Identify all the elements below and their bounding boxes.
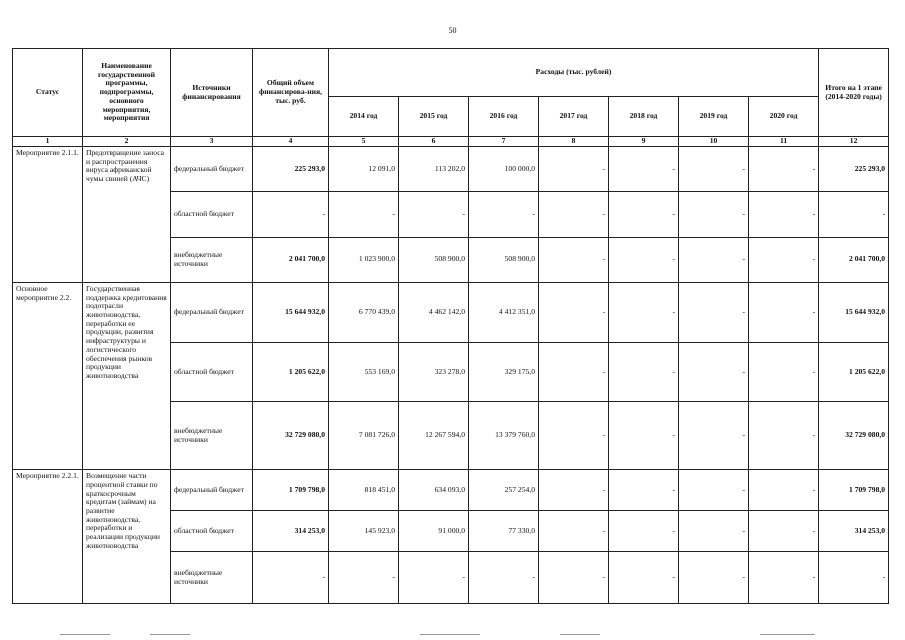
year-value-cell: - [539, 147, 609, 192]
year-value-cell: 13 379 760,0 [469, 402, 539, 470]
year-value-cell: - [749, 552, 819, 604]
row-status: Мероприятие 2.1.1. [13, 147, 83, 283]
funding-source: областной бюджет [171, 511, 253, 552]
table-row [13, 282, 889, 342]
stage-total-cell: - [819, 552, 889, 604]
funding-source: областной бюджет [171, 342, 253, 402]
page-bottom-marks [0, 632, 905, 638]
year-value-cell: - [469, 552, 539, 604]
year-value-cell: 1 023 900,0 [329, 237, 399, 282]
year-value-cell: 508 900,0 [469, 237, 539, 282]
year-value-cell: - [609, 342, 679, 402]
year-value-cell: - [679, 282, 749, 342]
year-value-cell: - [329, 192, 399, 237]
total-volume-cell: 314 253,0 [253, 511, 329, 552]
funding-source: федеральный бюджет [171, 147, 253, 192]
column-number: 6 [399, 137, 469, 147]
column-number: 10 [679, 137, 749, 147]
total-volume-cell: - [253, 192, 329, 237]
year-value-cell: - [749, 470, 819, 511]
year-value-cell: - [539, 192, 609, 237]
year-value-cell: 12 267 594,0 [399, 402, 469, 470]
header-total-stage: Итого на 1 этапе (2014-2020 годы) [819, 49, 889, 137]
column-number: 12 [819, 137, 889, 147]
stage-total-cell: 225 293,0 [819, 147, 889, 192]
row-status: Основное мероприятие 2.2. [13, 282, 83, 469]
funding-source: внебюджетные источники [171, 237, 253, 282]
year-value-cell: - [679, 237, 749, 282]
header-year: 2020 год [749, 97, 819, 137]
year-value-cell: 100 000,0 [469, 147, 539, 192]
row-status: Мероприятие 2.2.1. [13, 470, 83, 604]
year-value-cell: - [679, 147, 749, 192]
budget-table [12, 48, 889, 604]
year-value-cell: 4 412 351,0 [469, 282, 539, 342]
column-number: 3 [171, 137, 253, 147]
header-year: 2016 год [469, 97, 539, 137]
year-value-cell: - [539, 282, 609, 342]
year-value-cell: - [749, 511, 819, 552]
total-volume-cell: - [253, 552, 329, 604]
year-value-cell: 257 254,0 [469, 470, 539, 511]
year-value-cell: - [749, 192, 819, 237]
stage-total-cell: 32 729 080,0 [819, 402, 889, 470]
column-number: 4 [253, 137, 329, 147]
year-value-cell: - [399, 192, 469, 237]
year-value-cell: 113 202,0 [399, 147, 469, 192]
column-number: 7 [469, 137, 539, 147]
year-value-cell: - [609, 511, 679, 552]
column-number: 2 [83, 137, 171, 147]
year-value-cell: - [679, 552, 749, 604]
total-volume-cell: 15 644 932,0 [253, 282, 329, 342]
year-value-cell: - [679, 192, 749, 237]
table-row [13, 147, 889, 192]
year-value-cell: - [749, 237, 819, 282]
year-value-cell: 634 093,0 [399, 470, 469, 511]
stage-total-cell: 1 205 622,0 [819, 342, 889, 402]
year-value-cell: 329 175,0 [469, 342, 539, 402]
total-volume-cell: 1 205 622,0 [253, 342, 329, 402]
year-value-cell: - [679, 402, 749, 470]
year-value-cell: - [539, 342, 609, 402]
stage-total-cell: 2 041 700,0 [819, 237, 889, 282]
column-number: 1 [13, 137, 83, 147]
year-value-cell: - [469, 192, 539, 237]
year-value-cell: 323 278,0 [399, 342, 469, 402]
year-value-cell: - [679, 342, 749, 402]
header-year: 2014 год [329, 97, 399, 137]
row-title: Предотвращение заноса и распространения вируса африканской чумы свиней (АЧС) [83, 147, 171, 283]
year-value-cell: - [749, 147, 819, 192]
year-value-cell: - [539, 237, 609, 282]
funding-source: областной бюджет [171, 192, 253, 237]
year-value-cell: 12 091,0 [329, 147, 399, 192]
header-year: 2019 год [679, 97, 749, 137]
row-title: Возмещение части процентной ставки по краткосрочным кредитам (займам) на развитие животноводства, переработки и реализации продукции животноводства [83, 470, 171, 604]
year-value-cell: - [609, 552, 679, 604]
year-value-cell: - [679, 511, 749, 552]
year-value-cell: - [609, 470, 679, 511]
stage-total-cell: 1 709 798,0 [819, 470, 889, 511]
year-value-cell: - [749, 282, 819, 342]
page-number: 50 [448, 26, 457, 35]
header-year: 2018 год [609, 97, 679, 137]
year-value-cell: 508 900,0 [399, 237, 469, 282]
total-volume-cell: 2 041 700,0 [253, 237, 329, 282]
year-value-cell: - [329, 552, 399, 604]
column-number: 5 [329, 137, 399, 147]
year-value-cell: 77 330,0 [469, 511, 539, 552]
row-title: Государственная поддержка кредитования подотрасли животноводства, переработки ее продукции, развития инфраструктуры и логистического обеспечения рынков продукции животноводства [83, 282, 171, 469]
column-number: 11 [749, 137, 819, 147]
year-value-cell: - [539, 470, 609, 511]
year-value-cell: - [399, 552, 469, 604]
table-row [13, 470, 889, 511]
year-value-cell: 553 169,0 [329, 342, 399, 402]
funding-source: внебюджетные источники [171, 552, 253, 604]
total-volume-cell: 32 729 080,0 [253, 402, 329, 470]
header-total-volume: Общий объем финансирова-ния, тыс. руб. [253, 49, 329, 137]
funding-source: федеральный бюджет [171, 282, 253, 342]
year-value-cell: - [749, 342, 819, 402]
year-value-cell: - [539, 511, 609, 552]
funding-source: внебюджетные источники [171, 402, 253, 470]
column-number: 9 [609, 137, 679, 147]
stage-total-cell: 15 644 932,0 [819, 282, 889, 342]
header-status: Статус [13, 49, 83, 137]
funding-source: федеральный бюджет [171, 470, 253, 511]
header-year: 2015 год [399, 97, 469, 137]
column-number: 8 [539, 137, 609, 147]
year-value-cell: - [609, 147, 679, 192]
year-value-cell: 6 770 439,0 [329, 282, 399, 342]
year-value-cell: - [749, 402, 819, 470]
header-year: 2017 год [539, 97, 609, 137]
total-volume-cell: 225 293,0 [253, 147, 329, 192]
stage-total-cell: - [819, 192, 889, 237]
year-value-cell: - [539, 402, 609, 470]
year-value-cell: 4 462 142,0 [399, 282, 469, 342]
year-value-cell: - [679, 470, 749, 511]
stage-total-cell: 314 253,0 [819, 511, 889, 552]
year-value-cell: - [609, 282, 679, 342]
header-sources: Источники финансирования [171, 49, 253, 137]
year-value-cell: 91 000,0 [399, 511, 469, 552]
year-value-cell: - [609, 402, 679, 470]
header-expenses: Расходы (тыс. рублей) [329, 49, 819, 97]
year-value-cell: - [539, 552, 609, 604]
header-name: Наименование государственной программы, подпрограммы, основного мероприятия, мероприятия [83, 49, 171, 137]
year-value-cell: 7 081 726,0 [329, 402, 399, 470]
year-value-cell: 818 451,0 [329, 470, 399, 511]
year-value-cell: - [609, 192, 679, 237]
year-value-cell: - [609, 237, 679, 282]
total-volume-cell: 1 709 798,0 [253, 470, 329, 511]
year-value-cell: 145 923,0 [329, 511, 399, 552]
